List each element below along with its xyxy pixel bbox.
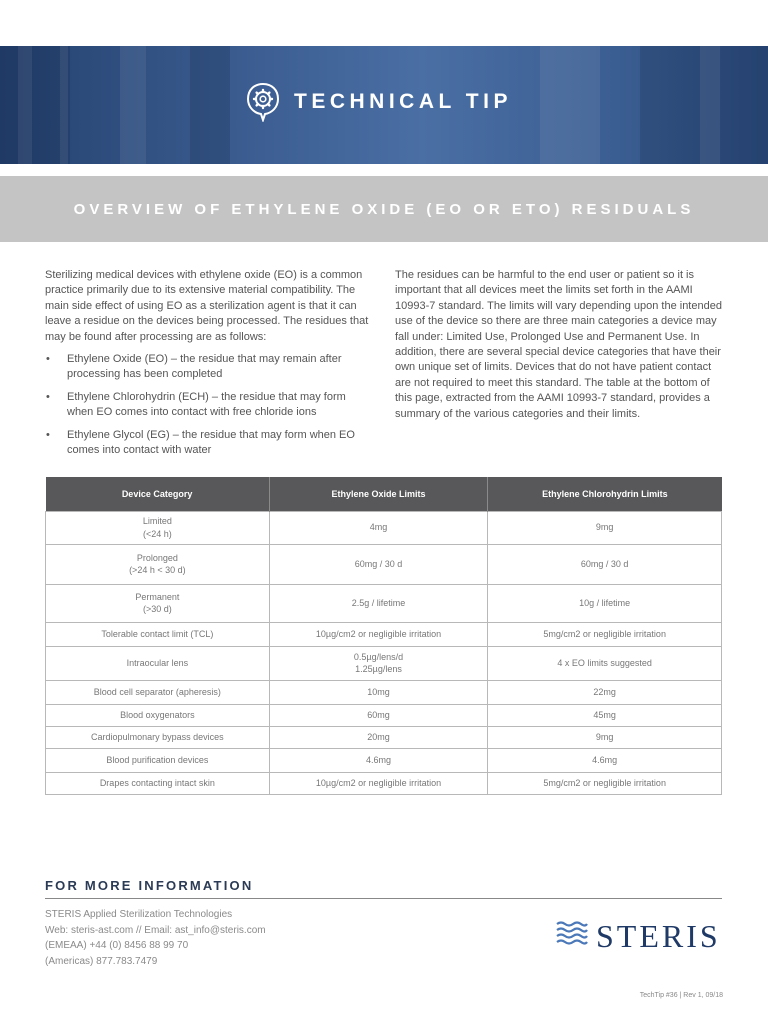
cell-line: (>30 d) [142,604,172,614]
cell-eo-limit [269,748,488,772]
cell-line: Prolonged [136,552,178,563]
list-item: • Ethylene Chlorohydrin (ECH) – the residue that may form when EO comes into contact with free chloride ions [45,390,375,421]
table-row [46,680,722,704]
cell-line: Blood oxygenators [120,709,195,720]
cell-ech-limit [488,704,722,726]
cell-eo-limit [269,544,488,584]
banner-title-text: TECHNICAL TIP [294,90,512,113]
footer-revision: TechTip #36 | Rev 1, 09/18 [639,992,723,999]
cell-line: 10µg/cm2 or negligible irritation [315,777,442,788]
emeaa-phone: (EMEAA) +44 (0) 8456 88 99 70 [45,940,189,952]
divider [45,898,722,899]
table-row [46,646,722,680]
cell-line: Blood cell separator (apheresis) [93,686,221,697]
cell-eo-limit [269,622,488,646]
cell-eo-limit [269,646,488,680]
subtitle-bar [0,176,768,242]
limits-paragraph: The residues can be harmful to the end user or patient so it is important that all devices meet the limits set forth in the AAMI 10993-7 standard. The limits will vary depending upon the intended use of the device so there are three main categories a device may fall under: Limited Use, Prolonged Use and Permanent Use. In addition, there are several special device categories that have their own unique set of limits. Devices that do not have patient contact are not required to meet this standard. The table at the bottom of this page, extracted from the AAMI 10993-7 standard, provides a summary of the various categories and their limits. [395,269,722,420]
cell-device-category [46,680,270,704]
americas-phone: (Americas) 877.783.7479 [45,955,158,967]
cell-line: 10g / lifetime [579,597,631,608]
list-item: • Ethylene Glycol (EG) – the residue that may form when EO comes into contact with water [45,428,375,459]
cell-device-category [46,544,270,584]
document-title: OVERVIEW OF ETHYLENE OXIDE (EO OR ETO) RESIDUALS [73,200,695,218]
cell-line: 60mg / 30 d [580,558,629,569]
table-row [46,622,722,646]
cell-line: 1.25µg/lens [355,664,402,674]
cell-device-category [46,646,270,680]
cell-line: Drapes contacting intact skin [99,777,215,788]
cell-line: 20mg [367,731,390,742]
cell-eo-limit [269,680,488,704]
list-item: • Ethylene Oxide (EO) – the residue that may remain after processing has been completed [45,352,375,383]
residual-limits-table [45,477,722,795]
cell-line: 5mg/cm2 or negligible irritation [543,628,666,639]
cell-line: 10mg [367,686,390,697]
cell-ech-limit [488,726,722,748]
table-header-row [46,477,722,511]
cell-line: 4.6mg [366,754,392,765]
header-device-category: Device Category [46,477,270,511]
company-name: STERIS Applied Sterilization Technologies [45,909,233,920]
web-email-line[interactable]: Web: steris-ast.com // Email: ast_info@steris.com [45,924,266,936]
cell-ech-limit [488,646,722,680]
intro-left-column [45,268,375,465]
cell-device-category [46,772,270,794]
table-row [46,772,722,794]
steris-wordmark: STERIS [596,918,721,954]
intro-right-column [395,268,725,422]
cell-line: 5mg/cm2 or negligible irritation [543,777,666,788]
table-row [46,544,722,584]
cell-device-category [46,726,270,748]
cell-line: 22mg [593,686,616,697]
cell-ech-limit [488,544,722,584]
cell-line: 9mg [595,731,614,742]
cell-line: Tolerable contact limit (TCL) [101,628,214,639]
cell-ech-limit [488,748,722,772]
cell-eo-limit [269,704,488,726]
cell-line: 45mg [593,709,616,720]
cell-line: (<24 h) [142,528,172,539]
cell-eo-limit [269,726,488,748]
cell-line: 9mg [595,522,614,533]
table-row [46,511,722,544]
cell-ech-limit [488,772,722,794]
cell-line: 60mg / 30 d [354,558,403,569]
table-row [46,748,722,772]
cell-ech-limit [488,511,722,544]
cell-device-category [46,748,270,772]
cell-device-category [46,584,270,622]
cell-eo-limit [269,772,488,794]
cell-line: Blood purification devices [106,754,209,765]
gear-speech-bubble-icon [246,82,280,122]
cell-ech-limit [488,680,722,704]
table-row [46,584,722,622]
cell-line: 4 x EO limits suggested [557,657,652,668]
cell-ech-limit [488,622,722,646]
cell-device-category [46,704,270,726]
table-row [46,704,722,726]
cell-device-category [46,511,270,544]
steris-logo [556,918,721,955]
header-banner [0,46,768,164]
cell-line: 4.6mg [592,754,618,765]
residue-list [45,352,375,458]
cell-line: 2.5g / lifetime [351,597,406,608]
cell-device-category [46,622,270,646]
contact-info [45,907,266,969]
cell-line: 4mg [369,522,388,533]
cell-line: Intraocular lens [126,657,189,668]
cell-line: 60mg [367,709,390,720]
steris-waves-icon [556,920,588,953]
cell-line: Permanent [135,591,180,602]
header-eo-limits: Ethylene Oxide Limits [269,477,488,511]
table-body [46,511,722,794]
more-info-heading: FOR MORE INFORMATION [45,878,254,893]
header-ech-limits: Ethylene Chlorohydrin Limits [488,477,722,511]
cell-ech-limit [488,584,722,622]
cell-line: 10µg/cm2 or negligible irritation [315,628,442,639]
cell-line: (>24 h < 30 d) [129,565,186,575]
cell-eo-limit [269,511,488,544]
intro-paragraph: Sterilizing medical devices with ethylene oxide (EO) is a common practice primarily due to its extensive material compatibility. The main side effect of using EO as a sterilization agent is that it can leave a residue on the devices being processed. The residues that may be found after processing are as follows: [45,269,369,343]
cell-line: Cardiopulmonary bypass devices [91,731,224,742]
table-row [46,726,722,748]
cell-eo-limit [269,584,488,622]
cell-line: 0.5µg/lens/d [353,651,404,662]
banner-title [246,82,512,122]
cell-line: Limited [142,516,172,526]
